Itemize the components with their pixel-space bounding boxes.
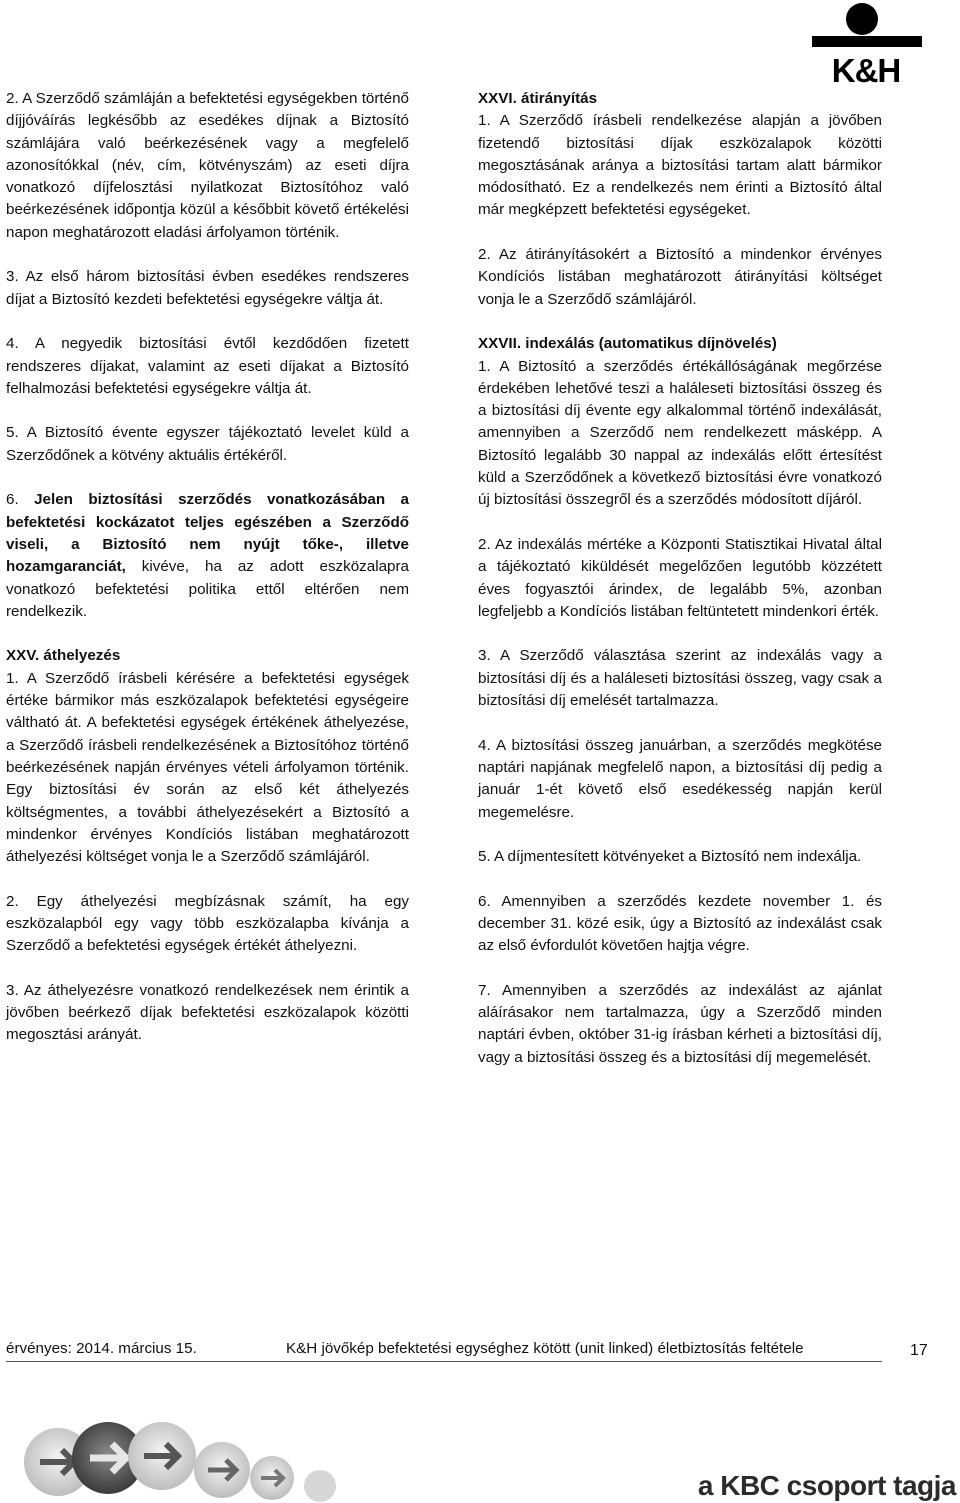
section-xxvi-paragraph-1: 1. A Szerződő írásbeli rendelkezése alapján a jövőben fizetendő biztosítási díjak eszközalapok közötti megosztásának aránya a biztosítási tartam alatt bármikor módosítható. Ez a rendelkezés nem érinti a Biztosító által már megképzett befektetési egységeket.	[478, 112, 882, 219]
section-xxvii-paragraph-3: 3. A Szerződő választása szerint az indexálás vagy a biztosítási díj és a haláleseti biztosítási összeg, vagy csak a biztosítási díj emelését tartalmazza.	[478, 647, 882, 710]
footer-document-title: K&H jövőkép befektetési egységhez kötött (unit linked) életbiztosítás feltétele	[286, 1340, 804, 1357]
paragraph-6-bold: Jelen biztosítási szerződés vonatkozásában a befektetési kockázatot teljes egészében a Szerződő viseli, a Biztosító nem nyújt tőke-, illetve hozamgaranciát,	[6, 491, 409, 576]
section-xxv-paragraph-3: 3. Az áthelyezésre vonatkozó rendelkezések nem érintik a jövőben beérkező díjak befektetési eszközalapok közötti megosztási arányát.	[6, 981, 409, 1044]
footer-validity: érvényes: 2014. március 15.	[6, 1340, 197, 1357]
paragraph-4: 4. A negyedik biztosítási évtől kezdődően fizetett rendszeres díjakat, valamint az eseti díjakat a Biztosító felhalmozási befektetési egységekre váltja át.	[6, 335, 409, 397]
kh-logo	[808, 0, 924, 92]
section-xxv-paragraph-1: 1. A Szerződő írásbeli kérésére a befektetési egységek értéke bármikor más eszközalapok befektetési egységeire váltható át. A befektetési egységek értékének áthelyezése, a Szerződő írásbeli rendelkezésének a Biztosítóhoz történő beérkezésének napján érvényes vételi árfolyamon történik. Egy biztosítási év során az első két áthelyezés költségmentes, a további áthelyezésekért a Biztosító a mindenkor érvényes Kondíciós listában meghatározott áthelyezési költséget vonja le a Szerződő számlájáról.	[6, 669, 409, 866]
paragraph-3: 3. Az első három biztosítási évben esedékes rendszeres díjat a Biztosító kezdeti befektetési egységekre váltja át.	[6, 268, 409, 308]
kh-logo-text: K&H	[831, 52, 901, 89]
arrow-circle-icon	[194, 1442, 250, 1498]
section-xxvii-paragraph-7: 7. Amennyiben a szerződés az indexálást az ajánlat aláírásakor nem tartalmazza, úgy a Szerződő minden naptári évben, október 31-ig írásban kérheti a biztosítási díj, vagy a biztosítási összeg és a biztosítási díj megemelését.	[478, 981, 882, 1066]
section-xxv-title: XXV. áthelyezés	[6, 647, 121, 665]
page-number: 17	[910, 1342, 928, 1359]
section-xxvii-paragraph-5: 5. A díjmentesített kötvényeket a Biztosító nem indexálja.	[478, 848, 862, 866]
section-xxvi-paragraph-2: 2. Az átirányításokért a Biztosító a mindenkor érvényes Kondíciós listában meghatározott átirányítási költséget vonja le a Szerződő számlájáról.	[478, 246, 882, 308]
section-xxv-paragraph-2: 2. Egy áthelyezési megbízásnak számít, ha egy eszközalapból egy vagy több eszközalapba kívánja a Szerződő a befektetési egységek értékét áthelyezni.	[6, 892, 409, 955]
section-xxvii-paragraph-4: 4. A biztosítási összeg januárban, a szerződés megkötése naptári napjának megfelelő napon, a biztosítási díj pedig a január 1-ét követő első esedékesség napján kerül megemelésre.	[478, 736, 882, 821]
paragraph-6-number: 6.	[6, 491, 19, 509]
paragraph-6-rest: kivéve, ha az adott eszközalapra vonatkozó befektetési politika ettől eltérően nem rendelkezik.	[6, 558, 409, 620]
section-xxvii-paragraph-1: 1. A Biztosító a szerződés értékállóságának megőrzése érdekében lehetővé teszi a haláleseti biztosítási összeg és a biztosítási díj évente egy alkalommal történő indexálását, amennyiben a Szerződő nem rendelkezett másképp. A Biztosító legalább 30 nappal az indexálás előtt értesítést küld a Szerződőnek a következő biztosítási évre vonatkozó új biztosítási összegről és a szerződés módosított díjáról.	[478, 357, 882, 509]
paragraph-6	[6, 489, 409, 623]
arrow-circle-icon	[304, 1470, 336, 1502]
section-xxvi-title: XXVI. átirányítás	[478, 90, 598, 107]
kh-logo-mark	[808, 0, 924, 60]
right-column	[478, 88, 882, 1069]
arrow-circle-icon	[250, 1456, 294, 1500]
paragraph-5: 5. A Biztosító évente egyszer tájékoztató levelet küld a Szerződőnek a kötvény aktuális értékéről.	[6, 424, 409, 464]
section-xxvii-paragraph-6: 6. Amennyiben a szerződés kezdete november 1. és december 31. közé esik, úgy a Biztosító az indexálást csak az első évfordulót követően hajtja végre.	[478, 892, 882, 955]
footer-divider	[6, 1361, 882, 1362]
section-xxvii-paragraph-2: 2. Az indexálás mértéke a Központi Statisztikai Hivatal által a tájékoztató kiküldését megelőzően legutóbb közzétett éves fogyasztói árindex, de legalább 5%, azonban legfeljebb a Kondíciós listában feltüntetett mindenkori érték.	[478, 535, 882, 620]
kbc-group-tagline: a KBC csoport tagja	[697, 1470, 956, 1501]
arrow-circle-icon	[128, 1422, 196, 1490]
paragraph-2: 2. A Szerződő számláján a befektetési egységekben történő díjjóváírás legkésőbb az esedékes díjnak a Biztosító számlájára való beérkezésének vagy a megfelelő azonosítókkal (név, cím, kötvényszám) az eseti díjra vonatkozó díjfelosztási nyilatkozat Biztosítóhoz való beérkezésének időpontja közül a későbbit követő értékelési napon meghatározott eladási árfolyamon történik.	[6, 90, 409, 241]
section-xxvii-title: XXVII. indexálás (automatikus díjnövelés)	[478, 335, 777, 353]
left-column	[6, 88, 409, 1069]
